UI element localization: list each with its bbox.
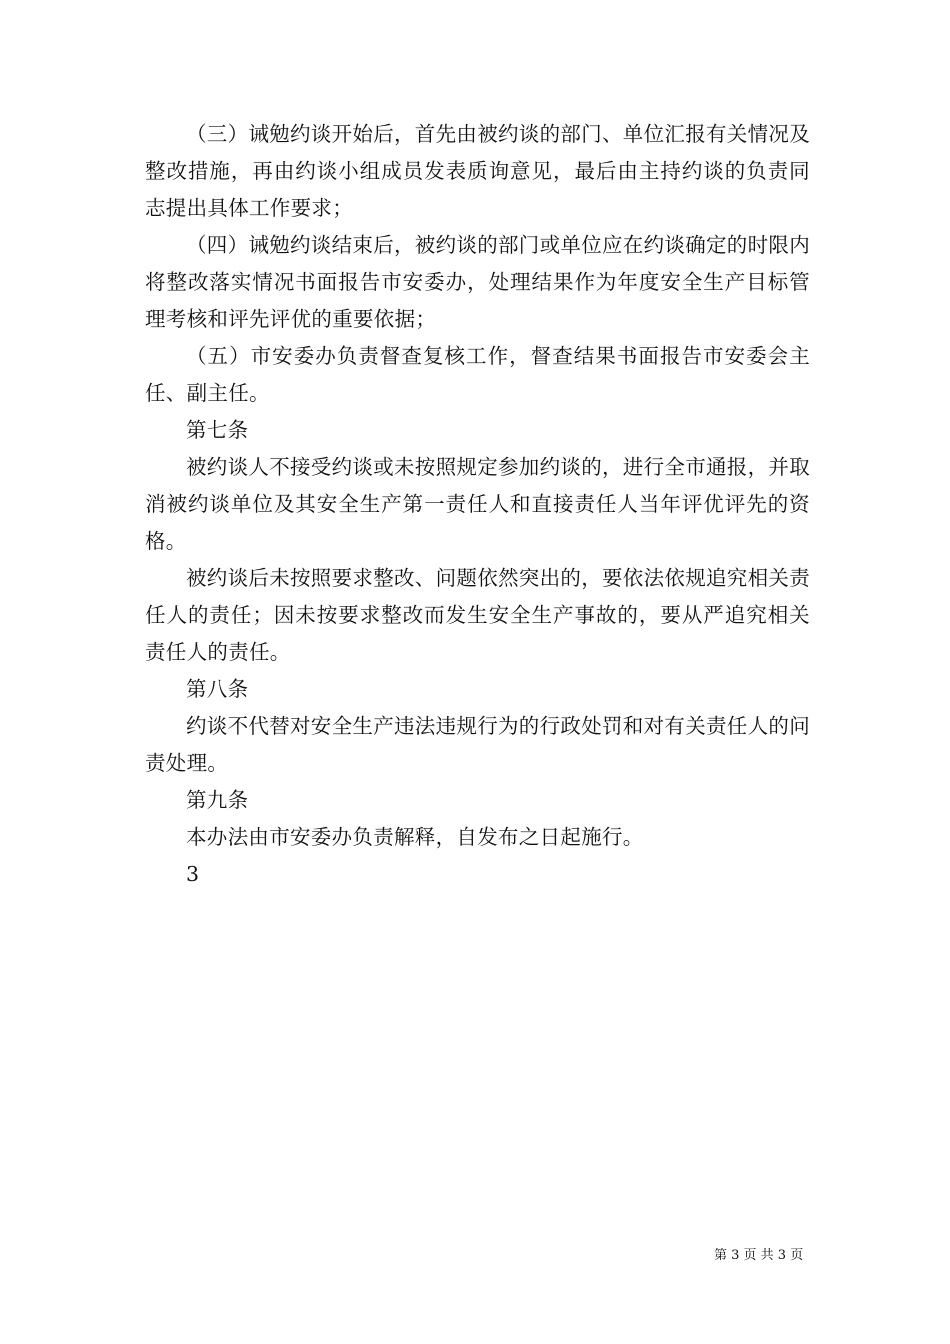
inline-page-number: 3 (186, 862, 200, 886)
document-body (145, 116, 810, 893)
article-heading-7: 第七条 (186, 418, 249, 442)
article-heading-9: 第九条 (186, 788, 249, 812)
article-9-paragraph: 本办法由市安委办负责解释，自发布之日起施行。 (186, 825, 644, 849)
article-7-paragraph-1: 被约谈人不接受约谈或未按照规定参加约谈的，进行全市通报，并取消被约谈单位及其安全生产第一责任人和直接责任人当年评优评先的资格。 (145, 455, 810, 553)
page-footer: 第 3 页 共 3 页 (714, 1248, 804, 1263)
article-8-paragraph: 约谈不代替对安全生产违法违规行为的行政处罚和对有关责任人的问责处理。 (145, 714, 810, 775)
paragraph-item-3: （三）诫勉约谈开始后，首先由被约谈的部门、单位汇报有关情况及整改措施，再由约谈小组成员发表质询意见，最后由主持约谈的负责同志提出具体工作要求； (145, 122, 810, 220)
article-heading-8: 第八条 (186, 677, 249, 701)
paragraph-item-4: （四）诫勉约谈结束后，被约谈的部门或单位应在约谈确定的时限内将整改落实情况书面报告市安委办，处理结果作为年度安全生产目标管理考核和评先评优的重要依据； (145, 233, 810, 331)
paragraph-item-5: （五）市安委办负责督查复核工作，督查结果书面报告市安委会主任、副主任。 (145, 344, 810, 405)
article-7-paragraph-2: 被约谈后未按照要求整改、问题依然突出的，要依法依规追究相关责任人的责任；因未按要求整改而发生安全生产事故的，要从严追究相关责任人的责任。 (145, 566, 810, 664)
